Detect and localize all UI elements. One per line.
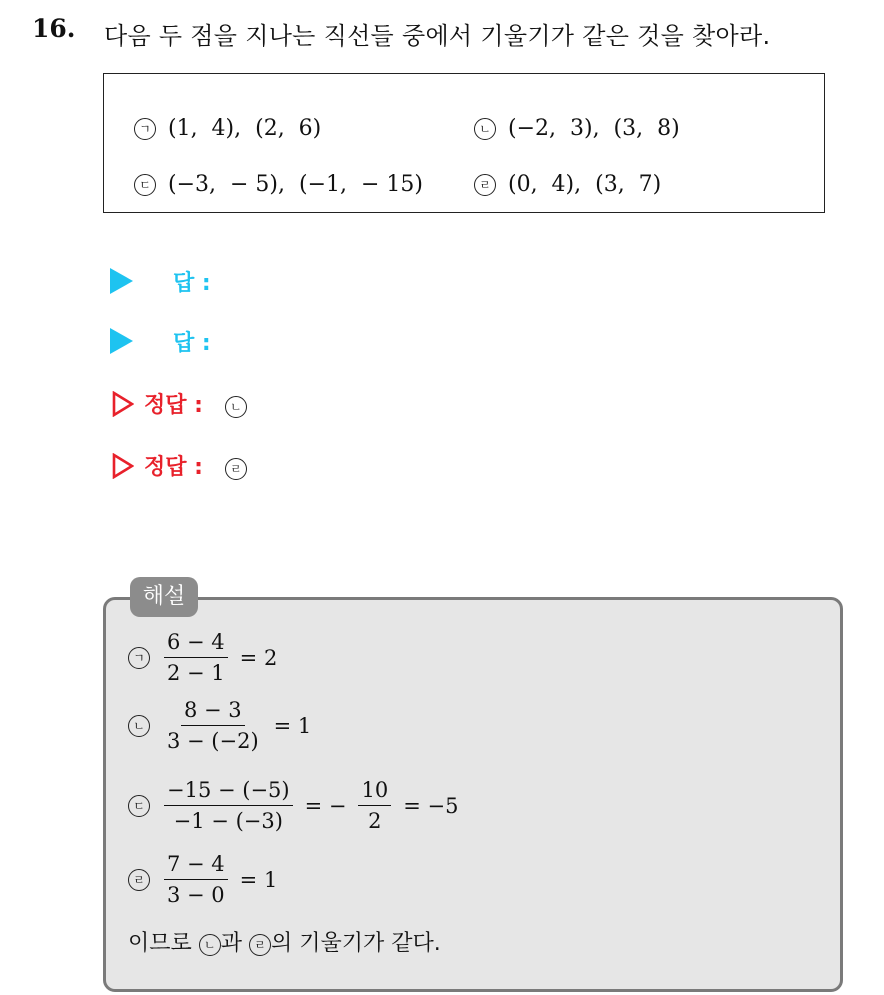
- correct-mark: ㄹ: [225, 458, 247, 480]
- solution-row-2: [128, 698, 319, 753]
- conclusion-mark-1: ㄴ: [199, 934, 221, 956]
- choice-points: (1, 4), (2, 6): [168, 116, 322, 141]
- denominator: 3 − (−2): [167, 729, 259, 753]
- result: = 1: [239, 867, 278, 892]
- fraction: [358, 778, 391, 833]
- solution-mark: ㄱ: [128, 647, 150, 669]
- choice-points: (0, 4), (3, 7): [508, 172, 662, 197]
- choice-4: [474, 172, 661, 197]
- result: = −5: [403, 793, 459, 818]
- correct-answer-2: [112, 450, 247, 481]
- solution-conclusion: [128, 926, 441, 957]
- fraction: [164, 852, 228, 907]
- solution-row-3: [128, 778, 466, 833]
- conclusion-mid: 과: [220, 931, 249, 956]
- correct-mark: ㄴ: [225, 396, 247, 418]
- choice-2: [474, 116, 680, 141]
- conclusion-mark-2: ㄹ: [249, 934, 271, 956]
- choice-mark: ㄱ: [134, 118, 156, 140]
- answer-line-1: [110, 266, 211, 297]
- correct-answer-1: [112, 388, 247, 419]
- numerator: 7 − 4: [164, 852, 228, 880]
- numerator: −15 − (−5): [164, 778, 293, 806]
- answer-line-2: [110, 326, 211, 357]
- fraction: [164, 630, 228, 685]
- equals-minus: = −: [304, 793, 347, 818]
- open-triangle-icon: [112, 391, 134, 417]
- solution-mark: ㄹ: [128, 869, 150, 891]
- conclusion-prefix: 이므로: [128, 931, 199, 956]
- result: = 1: [273, 713, 312, 738]
- solution-mark: ㄴ: [128, 715, 150, 737]
- choice-mark: ㄷ: [134, 174, 156, 196]
- fraction: [164, 778, 293, 833]
- denominator: −1 − (−3): [173, 809, 283, 833]
- question-text: 다음 두 점을 지나는 직선들 중에서 기울기가 같은 것을 찾아라.: [104, 22, 771, 50]
- choice-points: (−2, 3), (3, 8): [508, 116, 680, 141]
- play-triangle-icon: [110, 328, 133, 354]
- choice-mark: ㄴ: [474, 118, 496, 140]
- solution-row-4: [128, 852, 285, 907]
- choices-box: [103, 73, 825, 213]
- denominator: 2 − 1: [167, 661, 225, 685]
- fraction: [164, 698, 262, 753]
- solution-tab: 해설: [130, 577, 198, 617]
- answer-label: 답 :: [173, 271, 211, 296]
- solution-row-1: [128, 630, 285, 685]
- numerator: 8 − 3: [181, 698, 245, 726]
- numerator: 10: [358, 778, 391, 806]
- choice-mark: ㄹ: [474, 174, 496, 196]
- open-triangle-icon: [112, 453, 134, 479]
- solution-box: [103, 597, 843, 992]
- choice-points: (−3, − 5), (−1, − 15): [168, 172, 423, 197]
- choice-3: [134, 172, 423, 197]
- answer-label: 답 :: [173, 331, 211, 356]
- question-number: 16.: [32, 14, 76, 43]
- denominator: 2: [368, 809, 382, 833]
- numerator: 6 − 4: [164, 630, 228, 658]
- denominator: 3 − 0: [167, 883, 225, 907]
- result: = 2: [239, 645, 278, 670]
- correct-label: 정답 :: [144, 393, 203, 418]
- conclusion-suffix: 의 기울기가 같다.: [271, 931, 441, 956]
- correct-label: 정답 :: [144, 455, 203, 480]
- play-triangle-icon: [110, 268, 133, 294]
- choice-1: [134, 116, 321, 141]
- solution-mark: ㄷ: [128, 795, 150, 817]
